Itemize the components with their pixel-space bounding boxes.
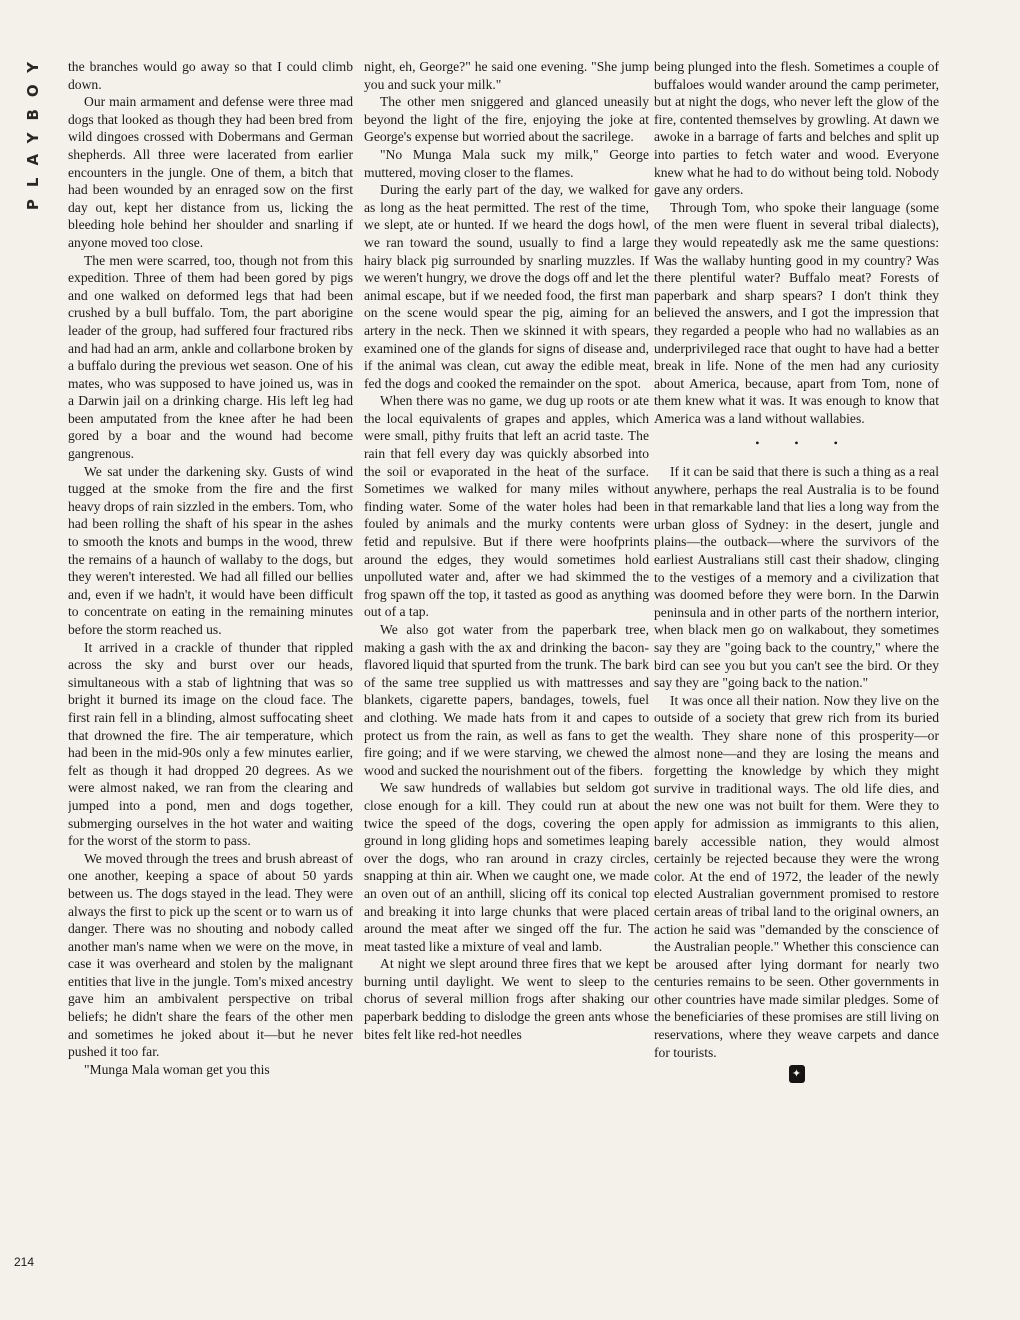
paragraph: It arrived in a crackle of thunder that rippled across the sky and burst over our heads, simultaneous with a stab of lightning that was so bright it burned its image on the cloud face. The first rain fell in a blinding, almost suffocating sheet that drowned the fire. The air temperature, which had been in the mid-90s only a few minutes earlier, felt as though it had dropped 20 degrees. As we were almost naked, we ran from the clearing and jumped into a pond, men and dogs together, submerging ourselves in the hot water and waiting for the worst of the storm to pass.: [68, 639, 353, 849]
paragraph: The other men sniggered and glanced uneasily beyond the light of the fire, enjoying the joke at George's expense but worried about the sacrilege.: [364, 94, 649, 145]
paragraph: night, eh, George?" he said one evening. "She jump you and suck your milk.": [364, 59, 649, 92]
paragraph: We sat under the darkening sky. Gusts of wind tugged at the smoke from the fire and the first heavy drops of rain sizzled in the embers. Tom, who had been rolling the shaft of his spear in the ashes to smooth the knots and bumps in the wood, threw the remains of a haunch of wallaby to the dogs, but they weren't interested. We had all filled our bellies and, even if we hadn't, it would have been difficult to concentrate on eating in the remaining minutes before the storm reached us.: [68, 463, 353, 637]
paragraph: "No Munga Mala suck my milk," George muttered, moving closer to the flames.: [364, 146, 649, 180]
rabbit-head-icon: ✦: [789, 1065, 805, 1083]
paragraph: "Munga Mala woman get you this: [84, 1061, 270, 1077]
end-mark: [654, 1065, 939, 1083]
text-column-2: [364, 58, 649, 1288]
paragraph: It was once all their nation. Now they live on the outside of a society that grew rich from its buried wealth. They share none of this prosperity—or almost none—and they are losing the means and forgetting the knowledge by which they might survive in traditional ways. The old life dies, and the new one was not built for them. Were they to apply for admission as immigrants to this alien, barely accessible nation, they would almost certainly be rejected because they were the wrong color. At the end of 1972, the leader of the newly elected Australian government promised to restore certain areas of tribal land to the original owners, an action he said was "demanded by the conscience of the Australian people." Whether this conscience can be aroused after lying dormant for nearly two centuries remains to be seen. Other governments in other countries have made similar pledges. Some of the beneficiaries of these promises are still living on reservations, where they weave carpets and dance for tourists.: [654, 692, 939, 1060]
paragraph: Through Tom, who spoke their language (some of the men were fluent in several tribal dialects), they would repeatedly ask me the same questions: Was the wallaby hunting good in my country? Was there plentiful water? Buffalo meat? Forests of paperbark and sharp spears? I don't think they believed the answers, and I got the impression that they regarded a people who had no wallabies as an underprivileged race that ought to have had a better break in life. None of the men had any curiosity about America, because, apart from Tom, none of them knew what it was. It was enough to know that America was a land without wallabies.: [654, 199, 939, 426]
paragraph: being plunged into the flesh. Sometimes a couple of buffaloes would wander around the camp perimeter, but at night the dogs, who never left the glow of the fire, contented themselves by growling. At dawn we awoke in a barrage of farts and belches and split up into parties to fetch water and wood. Everyone knew what he had to do without being told. Nobody gave any orders.: [654, 59, 939, 198]
text-column-1: [68, 58, 353, 1288]
section-break: • • •: [755, 436, 854, 451]
paragraph: We saw hundreds of wallabies but seldom got close enough for a kill. They could run at about twice the speed of the dogs, covering the open ground in long gliding hops and sometimes leaping over the dogs, who ran around in crazy circles, snapping at thin air. When we caught one, we made an oven out of an anthill, slicing off its conical top and breaking it into large chunks that were placed around the meat after we singed off the fur. The meat tasted like a mixture of veal and lamb.: [364, 780, 649, 954]
text-column-3: [654, 58, 939, 1288]
paragraph: We also got water from the paperbark tree, making a gash with the ax and drinking the bacon-flavored liquid that spurted from the trunk. The bark of the same tree supplied us with mattresses and blankets, cigarette papers, bandages, towels, fuel and clothing. We made hats from it and capes to protect us from the rain, as well as fans to get the fire going; and if we were starving, we chewed the wood and sucked the nourishment out of the fibers.: [364, 622, 649, 778]
magazine-masthead: PLAYBOY: [24, 50, 42, 211]
paragraph: When there was no game, we dug up roots or ate the local equivalents of grapes and apples, which were small, pithy fruits that left an acrid taste. The rain that fell every day was quickly absorbed into the soil or evaporated in the heat of the surface. Sometimes we walked for many miles without finding water. Some of the water holes had been fouled by animals and the murky contents were fetid and repulsive. But if there were hoofprints around the edges, they would sometimes hold unpolluted water and, after we had skimmed the frog spawn off the top, it tasted as good as anything out of a tap.: [364, 393, 649, 620]
paragraph: At night we slept around three fires that we kept burning until daylight. We went to sleep to the chorus of several million frogs after shaking our paperbark bedding to dislodge the green ants whose bites felt like red-hot needles: [364, 956, 649, 1042]
page-number: 214: [14, 1255, 35, 1269]
paragraph: If it can be said that there is such a thing as a real anywhere, perhaps the real Australia is to be found in that remarkable land that lies a long way from the urban gloss of Sydney: in the desert, jungle and plains—the outback—where the survivors of the earliest Australians still cast their shadow, clinging to the vestiges of a memory and a civilization that was doomed before they were born. In the Darwin peninsula and in other parts of the northern interior, when black men go on walkabout, they sometimes say they are "going back to the country," where the bird can see you but you can't see the bird. Or they say they are "going back to the nation.": [654, 464, 939, 691]
paragraph: During the early part of the day, we walked for as long as the heat permitted. The rest of the time, we slept, ate or hunted. If we heard the dogs howl, we ran toward the sound, usually to find a large hairy black pig surrounded by snarling muzzles. If we weren't hungry, we drove the dogs off and let the animal escape, but if we needed food, the first man on the scene would spear the pig, aiming for an artery in the neck. Then we skinned it with spears, examined one of the glands for signs of disease and, if the animal was clean, cut away the edible meat, fed the dogs and cooked the remainder on the spot.: [364, 182, 649, 391]
paragraph: The men were scarred, too, though not from this expedition. Three of them had been gored by pigs and one walked on deformed legs that had been crushed by a bull buffalo. Tom, the part aborigine leader of the group, had suffered four fractured ribs and had had an arm, ankle and collarbone broken by a buffalo during the previous wet season. One of his mates, who was supposed to have joined us, was in a Darwin jail on a drinking charge. His left leg had been amputated from the knee after he had been gored by a boar and the wound had become gangrenous.: [68, 252, 353, 462]
paragraph: We moved through the trees and brush abreast of one another, keeping a space of about 50 yards between us. The dogs stayed in the lead. They were always the first to pick up the scent or to warn us of danger. There was no shouting and nobody called another man's name when we were on the move, in case it was overheard and stolen by the malignant entities that live in the jungle. Tom's mixed ancestry gave him an ambivalent perspective on tribal beliefs; he didn't share the fears of the other men and sometimes he joked about it—but he never pushed it too far.: [68, 850, 353, 1060]
paragraph: the branches would go away so that I could climb down.: [68, 59, 353, 92]
paragraph: Our main armament and defense were three mad dogs that looked as though they had been bred from wild dingoes crossed with Dobermans and German shepherds. All three were lacerated from earlier encounters in the jungle. One of them, a bitch that had been wounded by an enraged sow on the first day out, kept her distance from us, licking the bleeding hole behind her shoulder and snarling if anyone moved too close.: [68, 94, 353, 250]
